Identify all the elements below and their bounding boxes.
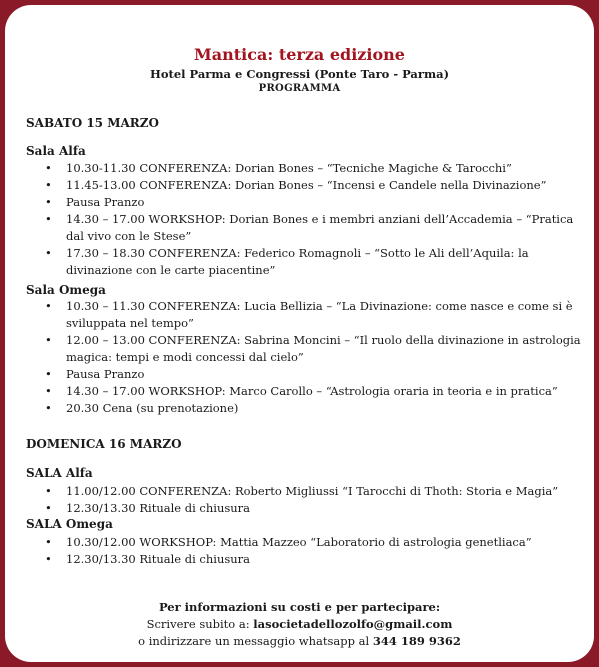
list-item: • 10.30/12.00 WORKSHOP: Mattia Mazzeo “Laboratorio di astrologia genetliaca” — [45, 535, 532, 549]
domenica-omega-list — [45, 534, 585, 568]
day-heading-domenica: DOMENICA 16 MARZO — [26, 437, 182, 451]
footer-info — [5, 599, 594, 616]
footer-whatsapp-prefix: o indirizzare un messaggio whatsapp al — [138, 634, 373, 648]
sala-heading-omega-domenica: SALA Omega — [26, 517, 113, 531]
list-item: • 10.30-11.30 CONFERENZA: Dorian Bones – “Tecniche Magiche & Tarocchi” — [45, 161, 512, 175]
list-item: • 10.30 – 11.30 CONFERENZA: Lucia Bellizia – “La Divinazione: come nasce e come si è sviluppata nel tempo” — [45, 299, 573, 330]
footer-info-heading: Per informazioni su costi e per partecipare: — [158, 600, 441, 614]
list-item: • Pausa Pranzo — [45, 367, 145, 381]
day-heading-sabato: SABATO 15 MARZO — [26, 116, 159, 130]
footer-write-prefix: Scrivere subito a: — [146, 617, 254, 631]
list-item: • 11.00/12.00 CONFERENZA: Roberto Migliussi “I Tarocchi di Thoth: Storia e Magia” — [45, 484, 559, 498]
programma-heading: PROGRAMMA — [258, 83, 341, 94]
sala-heading-omega-sabato: Sala Omega — [26, 283, 106, 297]
list-item: • 11.45-13.00 CONFERENZA: Dorian Bones – “Incensi e Candele nella Divinazione” — [45, 178, 547, 192]
sabato-omega-list — [45, 298, 585, 417]
footer-whatsapp-line — [5, 633, 594, 650]
program-card — [5, 5, 594, 662]
email-link[interactable]: lasocietadellozolfo@gmail.com — [253, 617, 453, 631]
list-item: • 12.30/13.30 Rituale di chiusura — [45, 501, 251, 515]
footer-email-line — [5, 616, 594, 633]
list-item: • 12.00 – 13.00 CONFERENZA: Sabrina Moncini – “Il ruolo della divinazione in astrologia magica: tempi e modi concessi dal cielo” — [45, 333, 581, 364]
phone-number[interactable]: 344 189 9362 — [372, 634, 461, 648]
venue-line: Hotel Parma e Congressi (Ponte Taro - Parma) — [149, 67, 450, 81]
list-item: • 12.30/13.30 Rituale di chiusura — [45, 552, 251, 566]
list-item: • 17.30 – 18.30 CONFERENZA: Federico Romagnoli – “Sotto le Ali dell’Aquila: la divinazione con le carte piacentine” — [45, 246, 529, 277]
list-item: • 14.30 – 17.00 WORKSHOP: Dorian Bones e i membri anziani dell’Accademia – “Pratica dal vivo con le Stese” — [45, 212, 574, 243]
list-item: • Pausa Pranzo — [45, 195, 145, 209]
domenica-alfa-list — [45, 483, 585, 517]
sabato-alfa-list — [45, 160, 585, 279]
event-title: Mantica: terza edizione — [194, 45, 405, 64]
list-item: • 20.30 Cena (su prenotazione) — [45, 401, 239, 415]
sala-heading-alfa-domenica: SALA Alfa — [26, 466, 93, 480]
list-item: • 14.30 – 17.00 WORKSHOP: Marco Carollo – “Astrologia oraria in teoria e in pratica” — [45, 384, 558, 398]
sala-heading-alfa-sabato: Sala Alfa — [26, 144, 86, 158]
